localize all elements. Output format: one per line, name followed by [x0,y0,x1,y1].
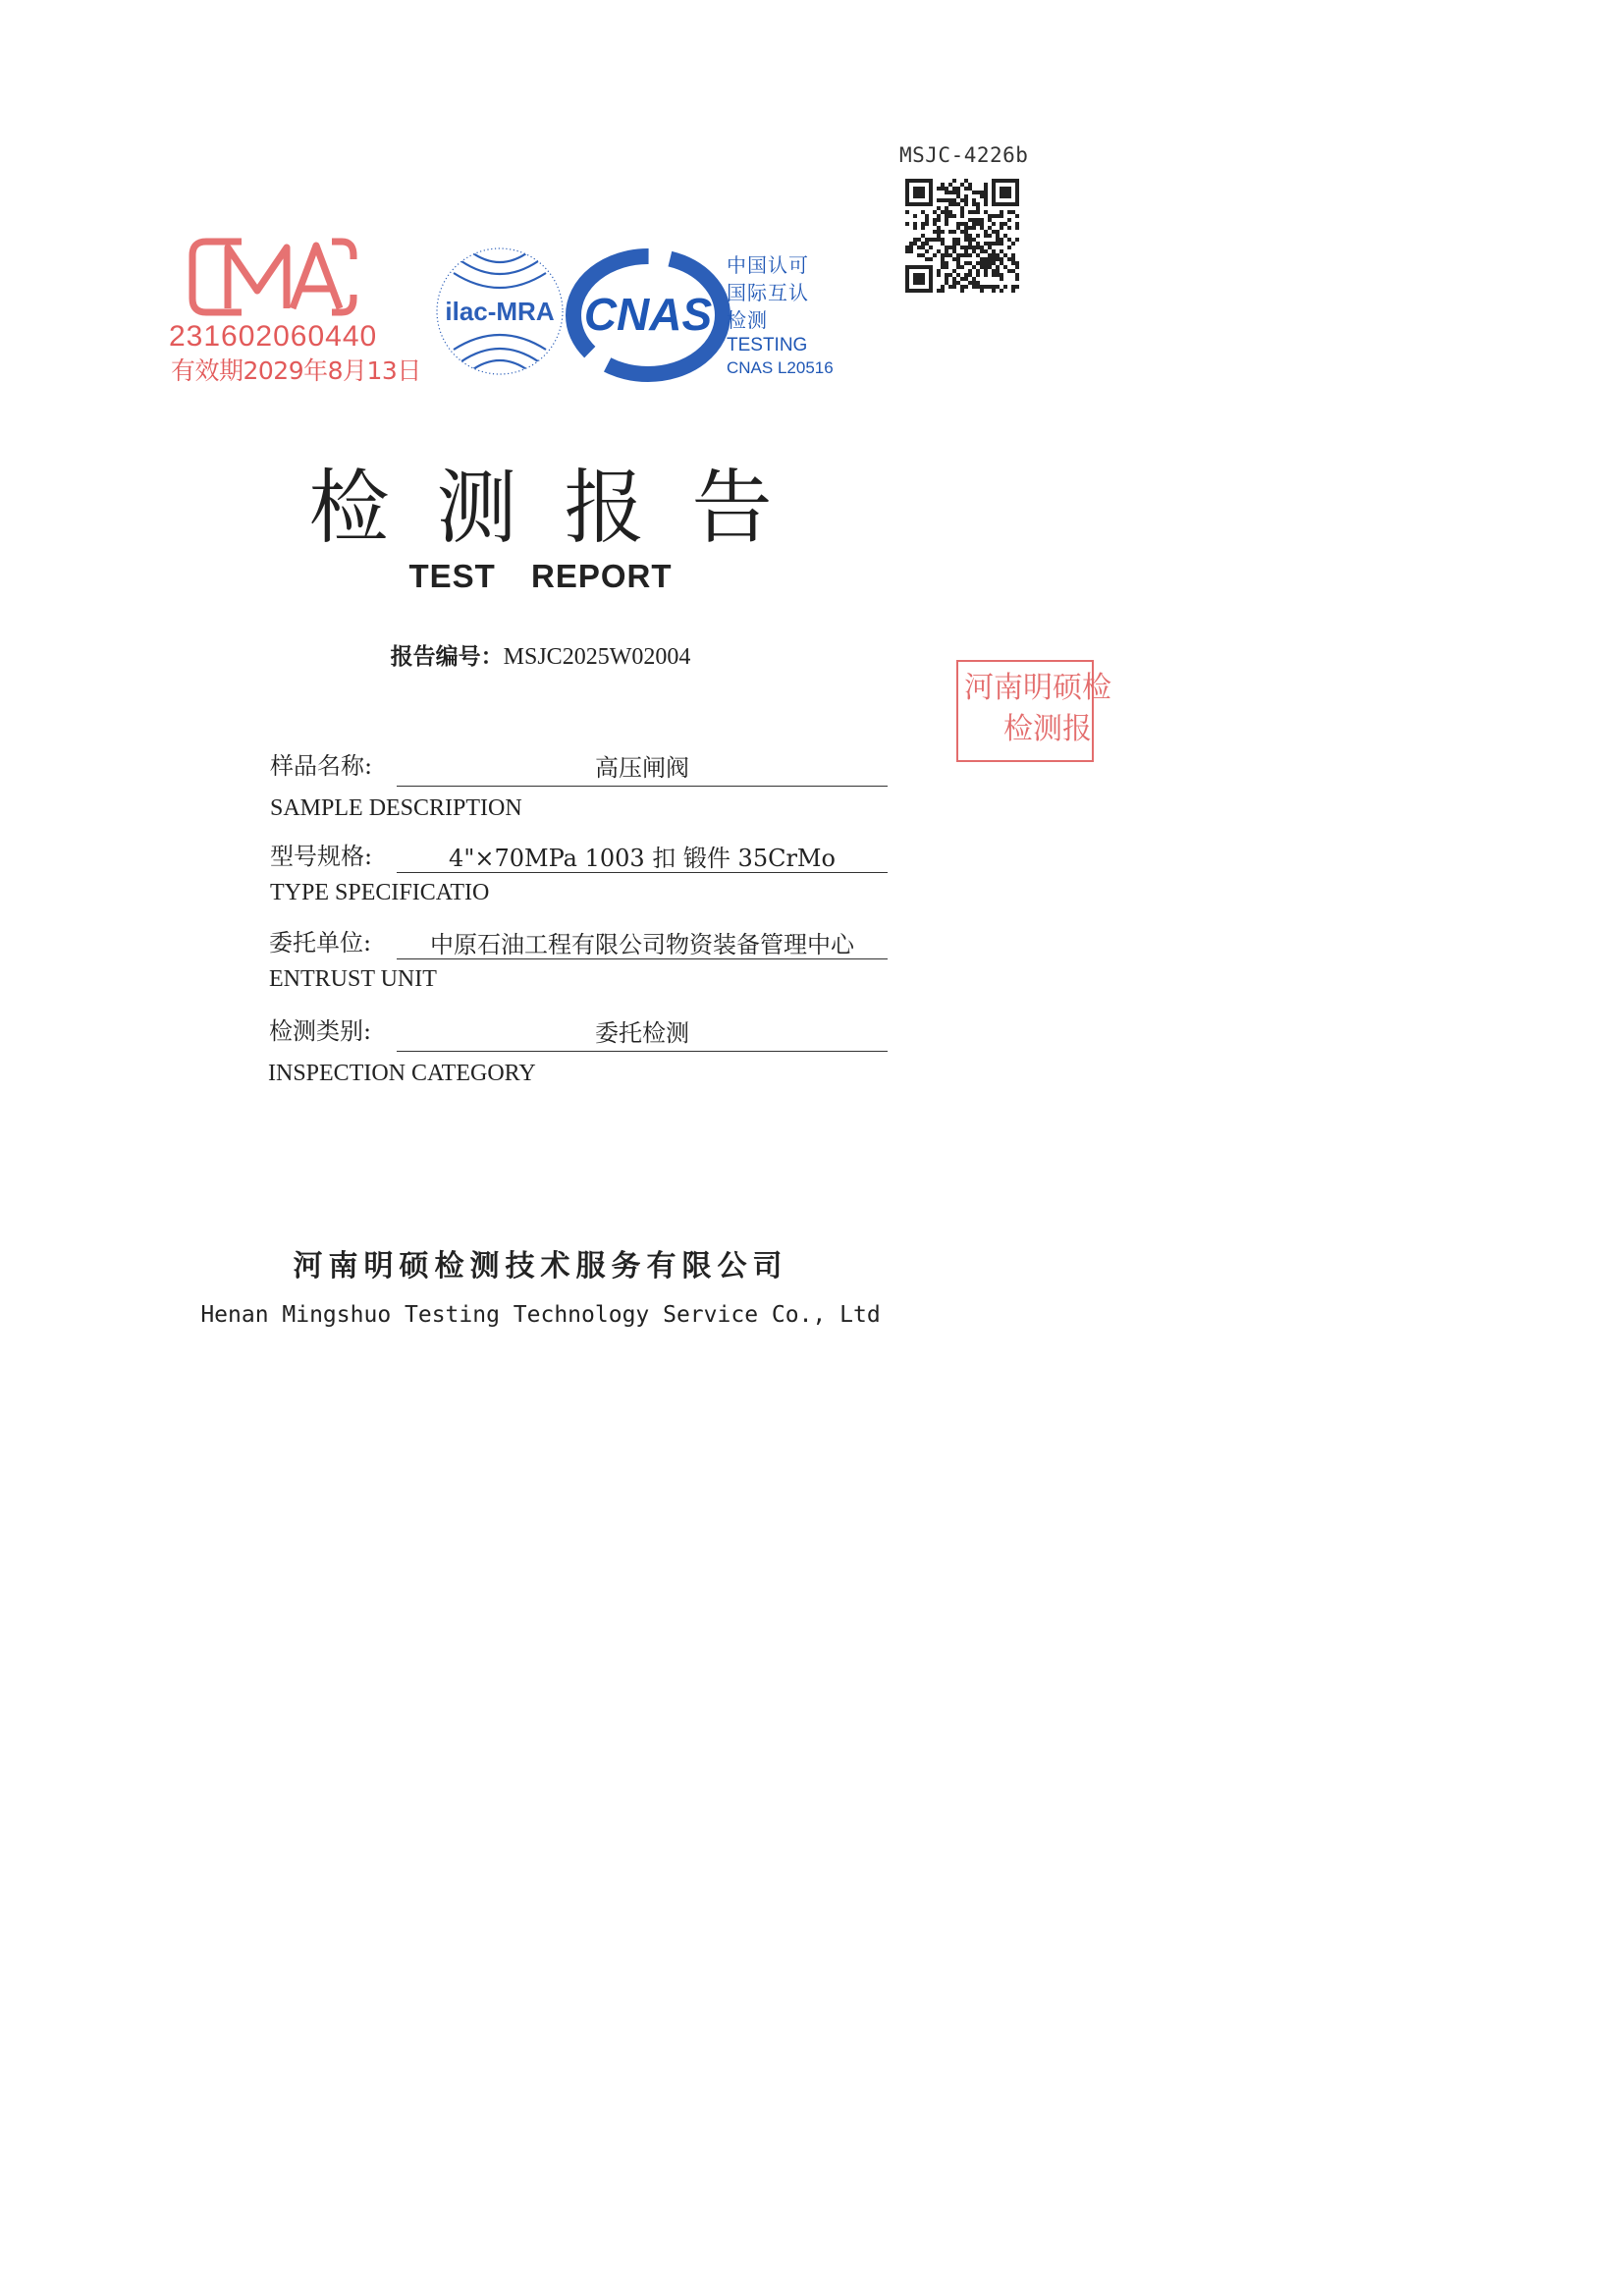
qr-code-icon [905,179,1019,293]
inspection-category-label-en: INSPECTION CATEGORY [268,1061,536,1086]
type-spec-value: 4"×70MPa 1003 扣 锻件 35CrMo [449,845,836,872]
company-name-english: Henan Mingshuo Testing Technology Service Co., Ltd [200,1302,881,1328]
inspection-category-label: 检测类别: [269,1017,372,1045]
sample-name-label-en: SAMPLE DESCRIPTION [270,795,522,821]
company-seal-stamp [956,660,1111,762]
ilac-logo-text: ilac-MRA [445,297,555,326]
cma-validity: 有效期2029年8月13日 [171,356,421,385]
cma-logo-icon [185,230,359,324]
cnas-accreditation-text [727,251,834,379]
report-cover-page [0,0,1111,1528]
entrust-unit-label: 委托单位: [269,929,372,957]
sample-name-underline [397,786,888,787]
sample-name-value: 高压闸阀 [595,754,689,782]
ilac-mra-logo-icon [432,244,568,379]
document-code: MSJC-4226b [899,143,1029,167]
cnas-line-1: 中国认可 [727,253,809,277]
cnas-line-3: 检测 [727,308,768,332]
report-number [0,638,1081,671]
cnas-number: CNAS L20516 [727,358,834,377]
inspection-category-underline [397,1051,888,1052]
type-spec-label-en: TYPE SPECIFICATIO [270,880,490,905]
entrust-unit-value: 中原石油工程有限公司物资装备管理中心 [430,931,854,958]
cnas-line-2: 国际互认 [727,281,809,304]
cnas-logo-text: CNAS [583,289,713,340]
stamp-line-1: 河南明硕检 [964,671,1111,705]
title-chinese: 检测报告 [308,462,820,555]
sample-name-label: 样品名称: [270,752,373,780]
company-name-chinese: 河南明硕检测技术服务有限公司 [293,1249,788,1284]
cma-number: 231602060440 [169,320,378,353]
cnas-logo-icon [569,251,727,379]
type-spec-label: 型号规格: [270,843,373,870]
title-english: TEST REPORT [408,558,673,594]
stamp-line-2: 检测报 [1003,712,1092,746]
inspection-category-value: 委托检测 [595,1019,689,1047]
cnas-testing: TESTING [727,335,808,355]
report-number-value: MSJC2025W02004 [503,644,691,670]
entrust-unit-underline [397,958,888,959]
type-spec-underline [397,872,888,873]
report-number-label: 报告编号： [390,644,504,670]
entrust-unit-label-en: ENTRUST UNIT [269,966,437,992]
